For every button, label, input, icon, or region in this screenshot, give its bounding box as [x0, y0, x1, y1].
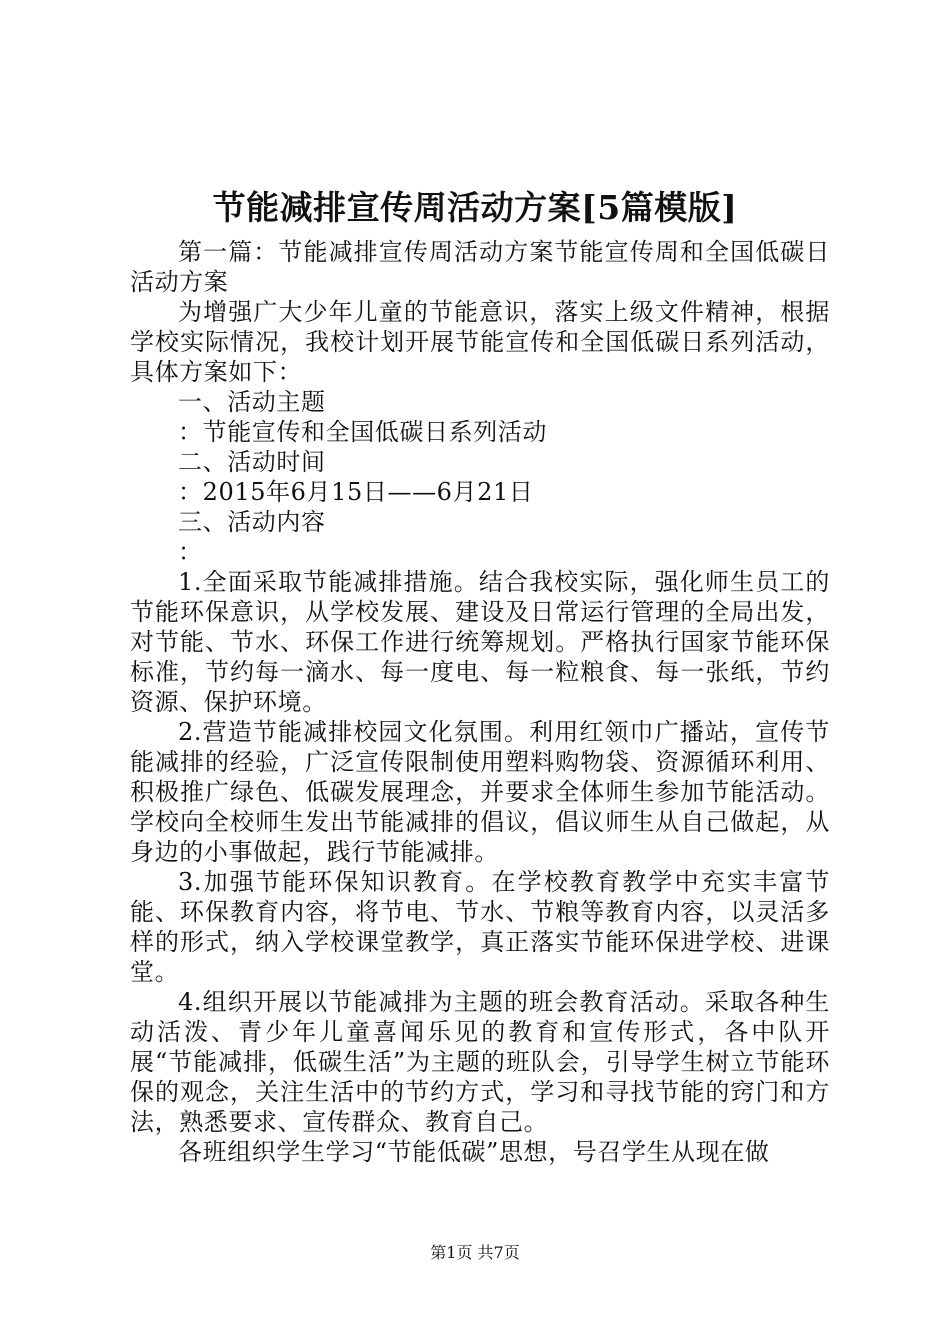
- paragraph: ：: [178, 538, 203, 566]
- paragraph: 第一篇：节能减排宣传周活动方案节能宣传周和全国低碳日活动方案: [130, 238, 830, 296]
- section-heading: 一、活动主题: [178, 388, 326, 416]
- document-body: [130, 237, 830, 1167]
- page-footer: 第1页 共7页: [430, 1243, 520, 1262]
- document-title: 节能减排宣传周活动方案[5篇模版]: [212, 188, 738, 227]
- paragraph: 4.组织开展以节能减排为主题的班会教育活动。采取各种生动活泼、青少年儿童喜闻乐见的教育和宣传形式，各中队开展“节能减排，低碳生活”为主题的班队会，引导学生树立节能环保的观念，关注生活中的节约方式，学习和寻找节能的窍门和方法，熟悉要求、宣传群众、教育自己。: [130, 988, 830, 1136]
- paragraph: ：节能宣传和全国低碳日系列活动: [178, 418, 547, 446]
- section-heading: 二、活动时间: [178, 448, 326, 476]
- paragraph: 2.营造节能减排校园文化氛围。利用红领巾广播站，宣传节能减排的经验，广泛宣传限制使用塑料购物袋、资源循环利用、积极推广绿色、低碳发展理念，并要求全体师生参加节能活动。学校向全校师生发出节能减排的倡议，倡议师生从自己做起，从身边的小事做起，践行节能减排。: [130, 718, 830, 866]
- paragraph: 3.加强节能环保知识教育。在学校教育教学中充实丰富节能、环保教育内容，将节电、节水、节粮等教育内容，以灵活多样的形式，纳入学校课堂教学，真正落实节能环保进学校、进课堂。: [130, 868, 830, 986]
- paragraph: 为增强广大少年儿童的节能意识，落实上级文件精神，根据学校实际情况，我校计划开展节能宣传和全国低碳日系列活动，具体方案如下：: [130, 298, 830, 386]
- paragraph: 1.全面采取节能减排措施。结合我校实际，强化师生员工的节能环保意识，从学校发展、建设及日常运行管理的全局出发，对节能、节水、环保工作进行统筹规划。严格执行国家节能环保标准，节约每一滴水、每一度电、每一粒粮食、每一张纸，节约资源、保护环境。: [130, 568, 830, 716]
- section-heading: 三、活动内容: [178, 508, 326, 536]
- paragraph: ：2015年6月15日——6月21日: [178, 478, 534, 506]
- paragraph: 各班组织学生学习“节能低碳”思想，号召学生从现在做: [178, 1138, 770, 1166]
